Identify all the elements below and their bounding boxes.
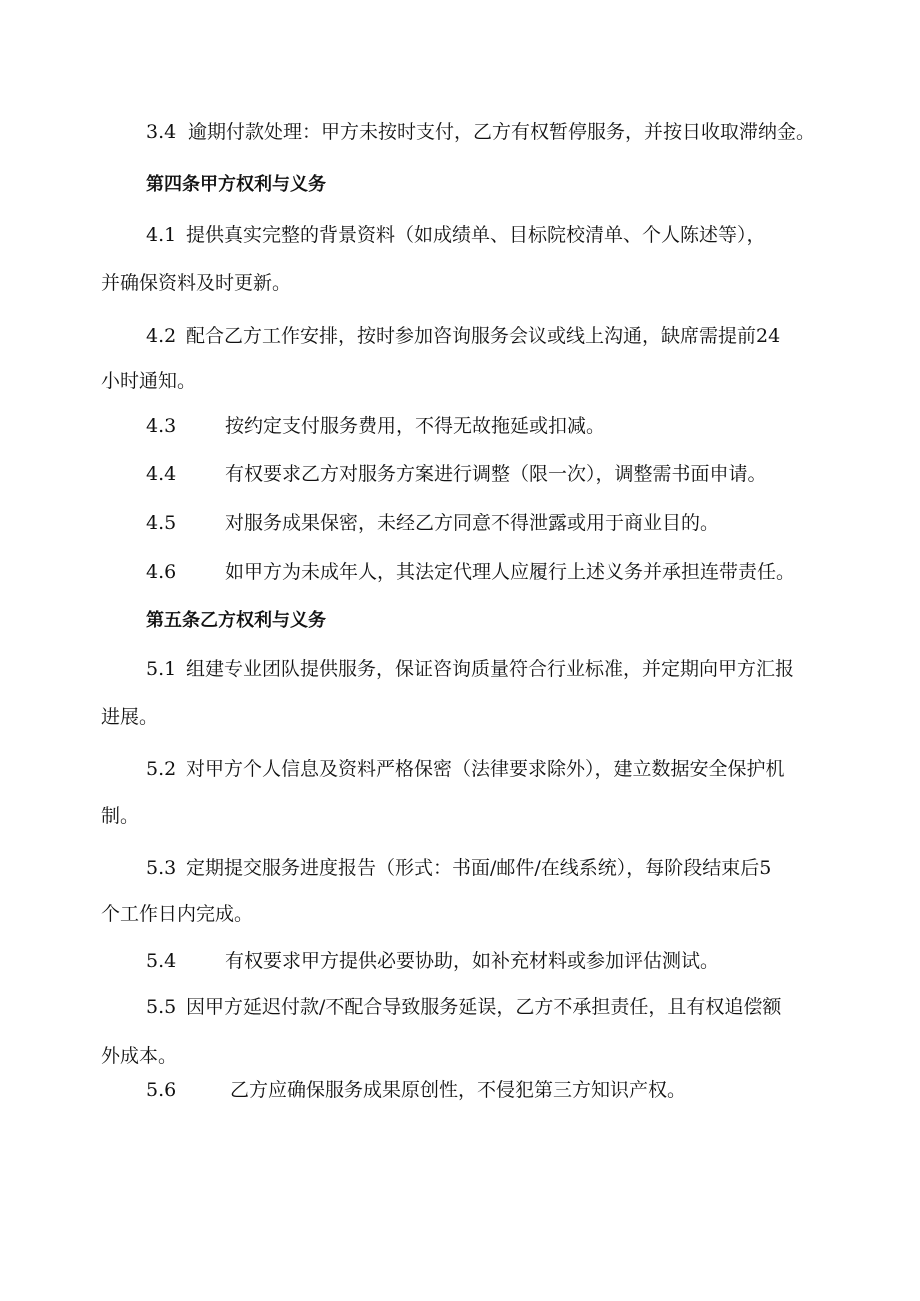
clause-text-line1: 配合乙方工作安排，按时参加咨询服务会议或线上沟通，缺席需提前24 xyxy=(186,325,781,347)
clause-text: 乙方应确保服务成果原创性，不侵犯第三方知识产权。 xyxy=(230,1079,687,1101)
clause-number: 4.3 xyxy=(146,415,177,437)
clause-5-5-continued xyxy=(0,1044,178,1068)
clause-5-6 xyxy=(0,1078,687,1102)
clause-number: 4.5 xyxy=(146,512,177,534)
clause-number: 4.4 xyxy=(146,463,177,485)
clause-5-1 xyxy=(0,657,795,681)
clause-text-line2: 并确保资料及时更新。 xyxy=(101,272,292,294)
clause-text: 对服务成果保密，未经乙方同意不得泄露或用于商业目的。 xyxy=(225,512,720,534)
clause-4-1 xyxy=(0,223,766,247)
clause-text-line1: 定期提交服务进度报告（形式：书面/邮件/在线系统），每阶段结束后5 xyxy=(186,857,772,879)
clause-number: 4.6 xyxy=(146,561,177,583)
clause-4-2-continued xyxy=(0,369,197,393)
clause-5-3 xyxy=(0,856,772,880)
clause-4-6 xyxy=(0,560,796,584)
clause-5-1-continued xyxy=(0,705,159,729)
clause-5-4 xyxy=(0,949,720,973)
article-4-heading: 第四条甲方权利与义务 xyxy=(146,174,326,195)
clause-4-5 xyxy=(0,511,720,535)
clause-5-3-continued xyxy=(0,902,254,926)
clause-text-line2: 外成本。 xyxy=(101,1045,178,1067)
clause-text-line1: 组建专业团队提供服务，保证咨询质量符合行业标准，并定期向甲方汇报 xyxy=(186,658,795,680)
clause-5-2-continued xyxy=(0,804,140,828)
clause-text-line1: 对甲方个人信息及资料严格保密（法律要求除外），建立数据安全保护机 xyxy=(186,758,785,780)
clause-4-4 xyxy=(0,462,767,486)
clause-text: 有权要求甲方提供必要协助，如补充材料或参加评估测试。 xyxy=(225,950,720,972)
clause-number: 5.6 xyxy=(146,1079,177,1101)
clause-text-line2: 制。 xyxy=(101,805,140,827)
clause-4-3 xyxy=(0,414,606,438)
clause-number: 5.4 xyxy=(146,950,177,972)
clause-5-5 xyxy=(0,995,782,1019)
clause-text-line1: 提供真实完整的背景资料（如成绩单、目标院校清单、个人陈述等）， xyxy=(186,224,766,246)
clause-text: 逾期付款处理：甲方未按时支付，乙方有权暂停服务，并按日收取滞纳金。 xyxy=(188,121,816,143)
clause-text-line2: 个工作日内完成。 xyxy=(101,903,254,925)
clause-text-line2: 进展。 xyxy=(101,706,159,728)
clause-text-line2: 小时通知。 xyxy=(101,370,197,392)
clause-4-2 xyxy=(0,324,781,348)
clause-5-2 xyxy=(0,757,785,781)
clause-number: 5.1 xyxy=(146,658,177,680)
clause-number: 4.2 xyxy=(146,325,177,347)
clause-number: 5.3 xyxy=(146,857,177,879)
clause-text: 如甲方为未成年人，其法定代理人应履行上述义务并承担连带责任。 xyxy=(225,561,796,583)
clause-number: 3.4 xyxy=(146,121,177,143)
clause-text: 有权要求乙方对服务方案进行调整（限一次），调整需书面申请。 xyxy=(225,463,767,485)
clause-3-4 xyxy=(0,120,816,144)
clause-text: 按约定支付服务费用，不得无故拖延或扣减。 xyxy=(225,415,606,437)
clause-4-1-continued xyxy=(0,271,292,295)
article-5-heading: 第五条乙方权利与义务 xyxy=(146,610,326,631)
clause-number: 5.2 xyxy=(146,758,177,780)
clause-number: 5.5 xyxy=(146,996,177,1018)
clause-text-line1: 因甲方延迟付款/不配合导致服务延误，乙方不承担责任，且有权追偿额 xyxy=(186,996,782,1018)
clause-number: 4.1 xyxy=(146,224,177,246)
